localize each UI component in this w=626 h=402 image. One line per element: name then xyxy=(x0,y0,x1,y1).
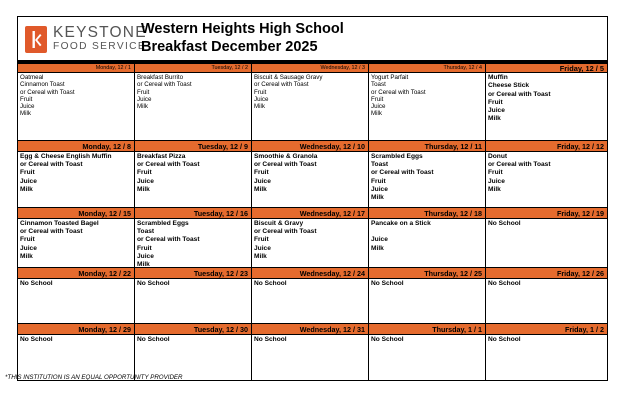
day-date-header: Wednesday, 12 / 31 xyxy=(252,324,368,335)
day-cell-monday xyxy=(18,141,135,208)
menu-item: Fruit xyxy=(137,169,152,177)
menu-item: Milk xyxy=(20,185,33,193)
menu-item: or Cereal with Toast xyxy=(488,90,551,98)
page-title xyxy=(141,21,344,56)
menu-item: or Cereal with Toast xyxy=(488,161,551,169)
menu-item: Scrambled Eggs xyxy=(371,153,423,160)
day-cell-tuesday xyxy=(135,208,252,268)
day-cell-thursday xyxy=(369,208,486,268)
menu-item: Juice xyxy=(488,177,505,185)
menu-item: No School xyxy=(137,280,170,287)
menu-item: Cinnamon Toast xyxy=(20,81,65,89)
menu-items xyxy=(369,219,485,254)
menu-item: or Cereal with Toast xyxy=(254,161,317,169)
menu-title: Breakfast December 2025 xyxy=(141,38,318,55)
day-cell-wednesday xyxy=(252,324,369,381)
day-cell-tuesday xyxy=(135,141,252,208)
menu-items xyxy=(252,219,368,262)
footer-disclaimer: *THIS INSTITUTION IS AN EQUAL OPPORTUNITY PROVIDER xyxy=(5,374,183,381)
day-cell-thursday xyxy=(369,64,486,141)
day-cell-wednesday xyxy=(252,208,369,268)
menu-items xyxy=(252,279,368,289)
menu-items xyxy=(135,219,251,268)
menu-item: Fruit xyxy=(254,236,269,244)
menu-item: or Cereal with Toast xyxy=(254,228,317,236)
menu-item: Juice xyxy=(254,177,271,185)
menu-items xyxy=(486,219,607,229)
menu-items xyxy=(369,73,485,119)
menu-item: Milk xyxy=(137,261,150,268)
menu-item: Juice xyxy=(137,252,154,260)
week-row xyxy=(17,324,608,381)
day-cell-wednesday xyxy=(252,64,369,141)
menu-items xyxy=(18,152,134,195)
menu-items xyxy=(486,73,607,125)
day-date-header: Friday, 1 / 2 xyxy=(486,324,607,335)
day-date-header: Monday, 12 / 15 xyxy=(18,208,134,219)
menu-item: Smoothie & Granola xyxy=(254,153,318,160)
menu-item: Toast xyxy=(371,161,389,169)
day-cell-friday xyxy=(486,208,608,268)
day-cell-friday xyxy=(486,141,608,208)
menu-item: or Cereal with Toast xyxy=(137,81,192,89)
menu-item: No School xyxy=(371,280,404,287)
day-cell-wednesday xyxy=(252,268,369,324)
day-cell-thursday xyxy=(369,268,486,324)
menu-items xyxy=(486,279,607,289)
menu-item: Juice xyxy=(254,244,271,252)
day-cell-monday xyxy=(18,64,135,141)
week-row xyxy=(17,268,608,324)
menu-item: Oatmeal xyxy=(20,74,44,81)
day-date-header: Tuesday, 12 / 9 xyxy=(135,141,251,152)
menu-item: Juice xyxy=(254,95,269,103)
menu-item: Fruit xyxy=(371,177,386,185)
day-cell-friday xyxy=(486,324,608,381)
menu-item: Biscuit & Gravy xyxy=(254,220,304,227)
day-cell-tuesday xyxy=(135,324,252,381)
day-date-header: Wednesday, 12 / 24 xyxy=(252,268,368,279)
menu-item: Cinnamon Toasted Bagel xyxy=(20,220,99,227)
menu-item: or Cereal with Toast xyxy=(137,236,200,244)
menu-item: No School xyxy=(254,280,287,287)
menu-items xyxy=(18,73,134,119)
menu-item: Milk xyxy=(137,103,148,111)
menu-item: Donut xyxy=(488,153,508,160)
keystone-logo-icon xyxy=(25,26,47,53)
menu-item: or Cereal with Toast xyxy=(20,88,75,96)
day-cell-friday xyxy=(486,268,608,324)
menu-items xyxy=(486,335,607,345)
menu-item: or Cereal with Toast xyxy=(20,228,83,236)
day-date-header: Thursday, 12 / 4 xyxy=(369,64,485,73)
menu-item: Milk xyxy=(371,244,384,252)
menu-item: or Cereal with Toast xyxy=(137,161,200,169)
menu-item: Pancake on a Stick xyxy=(371,220,431,227)
menu-item: or Cereal with Toast xyxy=(20,161,83,169)
day-cell-thursday xyxy=(369,141,486,208)
day-date-header: Friday, 12 / 12 xyxy=(486,141,607,152)
day-date-header: Wednesday, 12 / 17 xyxy=(252,208,368,219)
menu-item: No School xyxy=(488,336,521,343)
menu-item: Milk xyxy=(254,185,267,193)
day-date-header: Friday, 12 / 26 xyxy=(486,268,607,279)
menu-item: Toast xyxy=(371,81,386,89)
day-date-header: Thursday, 12 / 11 xyxy=(369,141,485,152)
day-date-header: Tuesday, 12 / 2 xyxy=(135,64,251,73)
day-date-header: Monday, 12 / 29 xyxy=(18,324,134,335)
menu-items xyxy=(135,335,251,345)
day-date-header: Monday, 12 / 1 xyxy=(18,64,134,73)
menu-item: No School xyxy=(488,220,521,227)
day-cell-monday xyxy=(18,324,135,381)
menu-items xyxy=(18,335,134,345)
menu-item: Scrambled Eggs xyxy=(137,220,189,227)
day-cell-monday xyxy=(18,268,135,324)
menu-item: Milk xyxy=(20,110,31,118)
menu-items xyxy=(369,279,485,289)
menu-calendar xyxy=(17,64,608,381)
menu-items xyxy=(252,335,368,345)
menu-item: No School xyxy=(371,336,404,343)
menu-items xyxy=(369,335,485,345)
menu-item: Cheese Stick xyxy=(488,82,530,90)
menu-item: Yogurt Parfait xyxy=(371,74,409,81)
menu-item: Milk xyxy=(137,185,150,193)
menu-item: Juice xyxy=(20,244,37,252)
menu-item: Fruit xyxy=(20,236,35,244)
menu-item: Juice xyxy=(137,95,152,103)
menu-item: or Cereal with Toast xyxy=(371,88,426,96)
menu-item: No School xyxy=(20,336,53,343)
menu-item: Juice xyxy=(371,103,386,111)
school-name: Western Heights High School xyxy=(141,21,344,37)
day-date-header: Tuesday, 12 / 16 xyxy=(135,208,251,219)
menu-item: Milk xyxy=(488,115,501,123)
menu-item: Juice xyxy=(371,236,388,244)
menu-items xyxy=(369,152,485,203)
day-date-header: Tuesday, 12 / 23 xyxy=(135,268,251,279)
day-date-header: Wednesday, 12 / 3 xyxy=(252,64,368,73)
menu-item: Biscuit & Sausage Gravy xyxy=(254,74,323,81)
menu-item: Milk xyxy=(254,252,267,260)
menu-item: Milk xyxy=(371,194,384,202)
menu-item: No School xyxy=(254,336,287,343)
menu-item: No School xyxy=(20,280,53,287)
menu-item: Fruit xyxy=(488,169,503,177)
day-cell-tuesday xyxy=(135,268,252,324)
menu-page xyxy=(17,16,608,373)
menu-item: No School xyxy=(137,336,170,343)
menu-item: Juice xyxy=(20,103,35,111)
week-row xyxy=(17,141,608,208)
menu-items xyxy=(18,279,134,289)
day-cell-thursday xyxy=(369,324,486,381)
menu-item: Juice xyxy=(20,177,37,185)
day-cell-friday xyxy=(486,64,608,141)
menu-items xyxy=(135,279,251,289)
week-row xyxy=(17,208,608,268)
menu-item: Fruit xyxy=(254,169,269,177)
day-date-header: Thursday, 12 / 25 xyxy=(369,268,485,279)
menu-item: Fruit xyxy=(137,244,152,252)
menu-item: Breakfast Burrito xyxy=(137,74,184,81)
day-date-header: Wednesday, 12 / 10 xyxy=(252,141,368,152)
menu-item: Milk xyxy=(20,252,33,260)
menu-item: No School xyxy=(488,280,521,287)
menu-item: Fruit xyxy=(371,95,384,103)
menu-item: Milk xyxy=(371,110,382,118)
day-cell-monday xyxy=(18,208,135,268)
menu-header xyxy=(17,16,608,60)
menu-item: Juice xyxy=(137,177,154,185)
menu-item: Toast xyxy=(137,228,155,236)
day-cell-wednesday xyxy=(252,141,369,208)
menu-items xyxy=(18,219,134,262)
day-date-header: Monday, 12 / 8 xyxy=(18,141,134,152)
menu-item: Juice xyxy=(488,107,505,115)
brand-subtitle: FOOD SERVICE xyxy=(53,41,146,52)
brand-name: KEYSTONE xyxy=(53,24,147,41)
menu-item: Muffin xyxy=(488,74,508,81)
menu-item: Egg & Cheese English Muffin xyxy=(20,153,112,160)
menu-items xyxy=(486,152,607,195)
menu-items xyxy=(252,73,368,111)
menu-item: Fruit xyxy=(488,98,503,106)
keystone-logo xyxy=(25,24,145,54)
menu-item: or Cereal with Toast xyxy=(254,81,309,89)
week-row xyxy=(17,64,608,141)
menu-item: Milk xyxy=(488,185,501,193)
day-date-header: Friday, 12 / 19 xyxy=(486,208,607,219)
menu-item: Fruit xyxy=(20,95,33,103)
menu-item: Fruit xyxy=(137,88,150,96)
menu-item: Milk xyxy=(254,103,265,111)
day-date-header: Friday, 12 / 5 xyxy=(486,64,607,73)
menu-item: Breakfast Pizza xyxy=(137,153,186,160)
day-date-header: Monday, 12 / 22 xyxy=(18,268,134,279)
menu-item: Fruit xyxy=(254,88,267,96)
menu-items xyxy=(135,73,251,111)
menu-item: Juice xyxy=(371,185,388,193)
day-date-header: Thursday, 1 / 1 xyxy=(369,324,485,335)
day-date-header: Thursday, 12 / 18 xyxy=(369,208,485,219)
day-cell-tuesday xyxy=(135,64,252,141)
menu-items xyxy=(252,152,368,195)
menu-item: Fruit xyxy=(20,169,35,177)
menu-items xyxy=(135,152,251,195)
menu-item: or Cereal with Toast xyxy=(371,169,434,177)
day-date-header: Tuesday, 12 / 30 xyxy=(135,324,251,335)
menu-item xyxy=(371,228,483,236)
